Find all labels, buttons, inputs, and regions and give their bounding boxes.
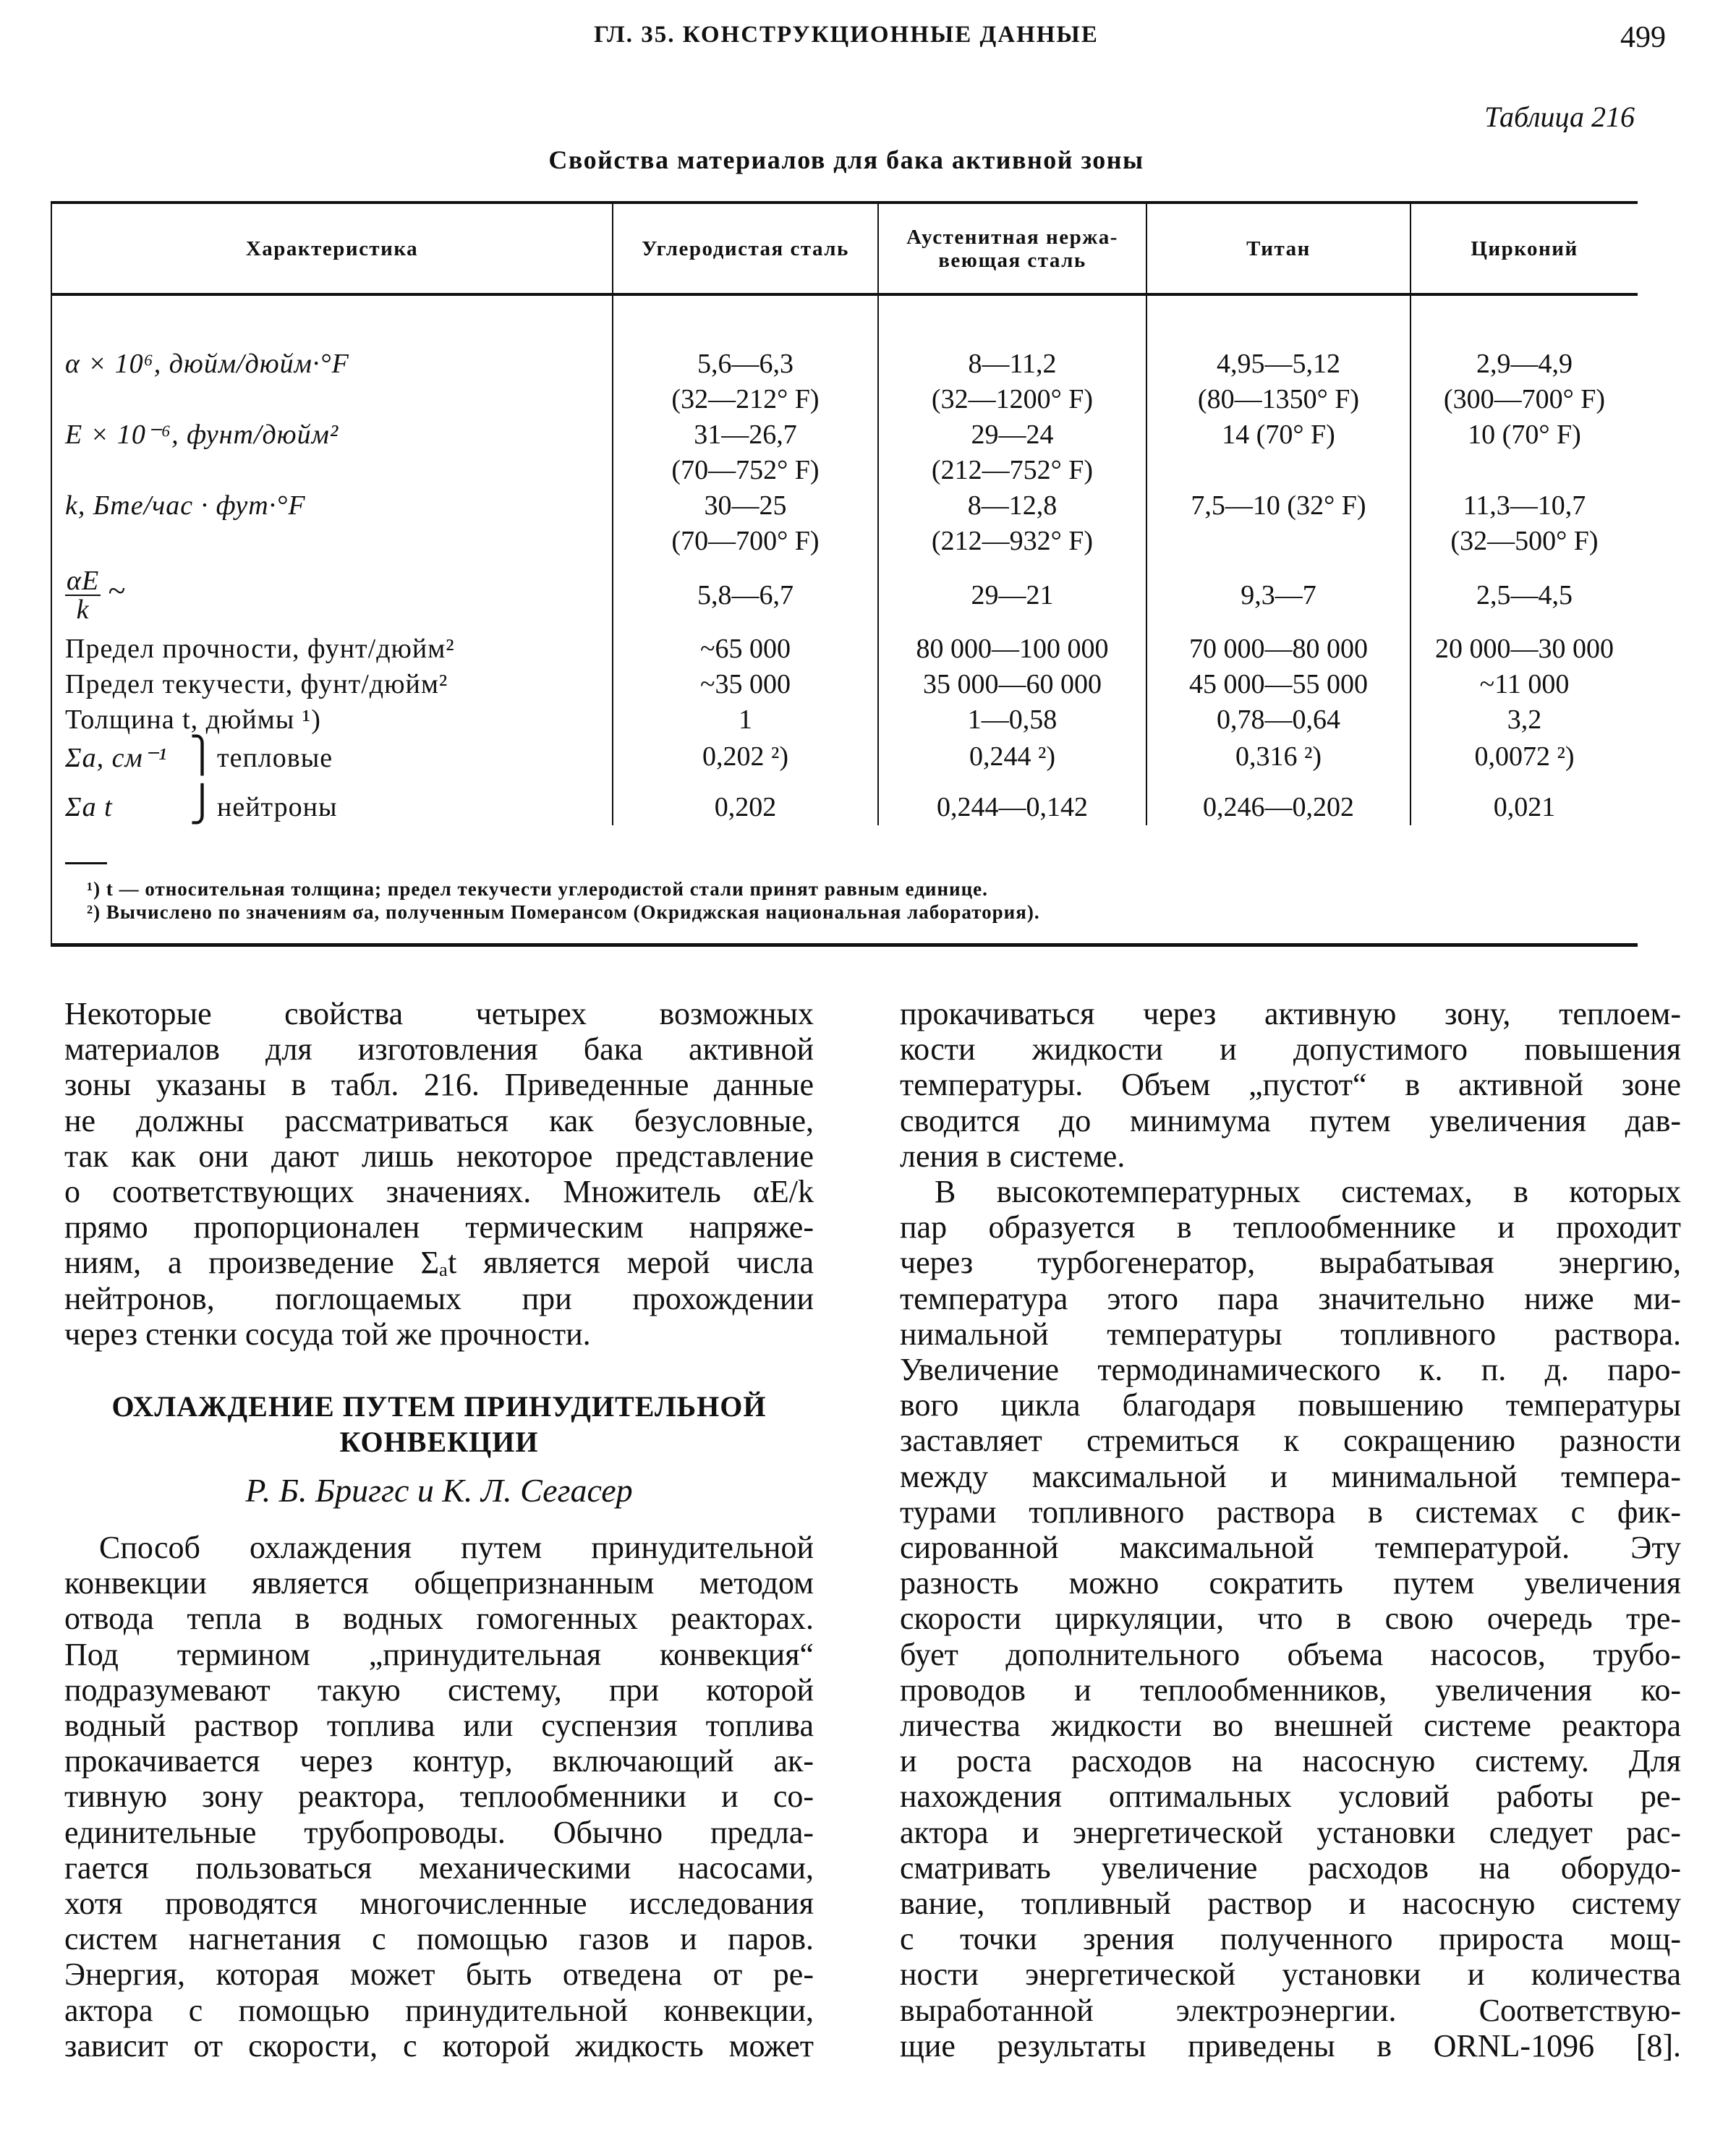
value-cell: 8—12,8 bbox=[878, 488, 1146, 524]
value-cell: 7,5—10 (32° F) bbox=[1146, 488, 1410, 524]
text-line: Увеличение термодинамического к. п. д. паро- bbox=[900, 1352, 1681, 1388]
value-cell: 80 000—100 000 bbox=[878, 631, 1146, 667]
value-cell: 9,3—7 bbox=[1146, 559, 1410, 631]
section-heading-line: ОХЛАЖДЕНИЕ ПУТЕМ ПРИНУДИТЕЛЬНОЙ bbox=[111, 1390, 767, 1423]
value-cell: 14 (70° F) bbox=[1146, 417, 1410, 453]
text-line: нахождения оптимальных условий работы ре- bbox=[900, 1779, 1681, 1815]
text-line: температуры. Объем „пустот“ в активной зоне bbox=[900, 1067, 1681, 1103]
row-label: Предел прочности, фунт/дюйм² bbox=[52, 631, 613, 667]
text-line: выработанной электроэнергии. Соответствую- bbox=[900, 1992, 1681, 2028]
text-line: хотя проводятся многочисленные исследования bbox=[64, 1886, 814, 1922]
text-line: прямо пропорционален термическим напряже- bbox=[64, 1209, 814, 1246]
text-line: с точки зрения полученного прироста мощ- bbox=[900, 1921, 1681, 1957]
brace-bottom-icon: ⎭ bbox=[189, 785, 216, 824]
column-header: Характеристика bbox=[52, 204, 613, 294]
table-row bbox=[52, 738, 1638, 776]
value-cell: 0,0072 ²) bbox=[1474, 741, 1575, 772]
text-line: тивную зону реактора, теплообменники и со- bbox=[64, 1779, 814, 1815]
text-line: единительные трубопроводы. Обычно предла- bbox=[64, 1814, 814, 1850]
text-line: разность можно сократить путем увеличения bbox=[900, 1565, 1681, 1601]
value-cell: (32—1200° F) bbox=[878, 382, 1146, 417]
footnote-2: ²) Вычислено по значениям σa, полученным Померансом (Окриджская национальная лаборатория). bbox=[87, 901, 1040, 923]
column-header: Титан bbox=[1146, 204, 1410, 294]
row-label bbox=[52, 453, 613, 488]
footnote-1: ¹) t — относительная толщина; предел текучести углеродистой стали принят равным единице. bbox=[87, 878, 988, 900]
text-line: нейтронов, поглощаемых при прохождении bbox=[64, 1280, 814, 1316]
row-label: E × 10⁻⁶, фунт/дюйм² bbox=[52, 417, 613, 453]
value-cell: 0,316 ²) bbox=[1146, 738, 1410, 776]
value-cell: (80—1350° F) bbox=[1146, 382, 1410, 417]
text-line: щие результаты приведены в ORNL-1096 [8]. bbox=[900, 2027, 1681, 2064]
value-cell: 1 bbox=[613, 702, 878, 738]
row-label: k, Бте/час · фут·°F bbox=[52, 488, 613, 524]
section-heading bbox=[64, 1389, 814, 1460]
value-cell: 0,244—0,142 bbox=[878, 776, 1146, 825]
brace-top-icon: ⎫ bbox=[189, 736, 216, 775]
row-label bbox=[52, 559, 613, 631]
value-cell: 1—0,58 bbox=[878, 702, 1146, 738]
text-line: проводов и теплообменников, увеличения ко- bbox=[900, 1672, 1681, 1708]
table-row bbox=[52, 667, 1638, 702]
table-row bbox=[52, 346, 1638, 382]
approx-sign: ~ bbox=[108, 573, 127, 609]
value-cell: 10 (70° F) bbox=[1468, 420, 1581, 450]
table-row bbox=[52, 559, 1638, 631]
value-cell: 0,244 ²) bbox=[878, 738, 1146, 776]
row-label-text: Σa, см⁻¹ bbox=[65, 743, 168, 773]
value-cell: 11,3—10,7 bbox=[1463, 490, 1586, 521]
value-cell: (212—932° F) bbox=[878, 524, 1146, 559]
section-authors: Р. Б. Бриггс и К. Л. Сегасер bbox=[245, 1472, 633, 1509]
value-cell: 3,2 bbox=[1507, 704, 1542, 735]
value-cell: 2,5—4,5 bbox=[1476, 579, 1573, 610]
text-line: систем нагнетания с помощью газов и паров. bbox=[64, 1921, 814, 1957]
table-row bbox=[52, 702, 1638, 738]
value-cell: 35 000—60 000 bbox=[878, 667, 1146, 702]
text-line: сматривать увеличение расходов на оборудо- bbox=[900, 1849, 1681, 1886]
column-header: Цирконий bbox=[1410, 204, 1638, 294]
text-line: гается пользоваться механическими насосами, bbox=[64, 1849, 814, 1886]
spacer-row bbox=[52, 294, 1638, 346]
value-cell: ~65 000 bbox=[613, 631, 878, 667]
table-row bbox=[52, 382, 1638, 417]
value-cell: 0,202 ²) bbox=[613, 738, 878, 776]
row-label: α × 10⁶, дюйм/дюйм·°F bbox=[52, 346, 613, 382]
text-line: зависит от скорости, с которой жидкость может bbox=[64, 2027, 814, 2064]
text-line: вого цикла благодаря повышению температуры bbox=[900, 1387, 1681, 1423]
row-label bbox=[52, 776, 613, 825]
value-cell: ~11 000 bbox=[1479, 669, 1570, 699]
properties-table bbox=[51, 201, 1638, 947]
text-line: и роста расходов на насосную систему. Для bbox=[900, 1743, 1681, 1779]
left-paragraph-2 bbox=[64, 1530, 814, 2064]
table-row bbox=[52, 488, 1638, 524]
left-paragraph-1 bbox=[64, 996, 814, 1352]
value-cell: (32—500° F) bbox=[1450, 526, 1599, 556]
fraction-label bbox=[65, 567, 101, 623]
value-cell: 0,78—0,64 bbox=[1146, 702, 1410, 738]
value-cell bbox=[1146, 524, 1410, 559]
value-cell: 2,9—4,9 bbox=[1476, 349, 1573, 379]
value-cell: 70 000—80 000 bbox=[1146, 631, 1410, 667]
row-label bbox=[52, 524, 613, 559]
value-cell: 20 000—30 000 bbox=[1435, 634, 1614, 664]
text-line: через стенки сосуда той же прочности. bbox=[64, 1316, 591, 1352]
text-line: сводится до минимума путем увеличения дав- bbox=[900, 1102, 1681, 1138]
value-cell: 5,6—6,3 bbox=[613, 346, 878, 382]
fraction-denominator: k bbox=[76, 595, 90, 625]
value-cell: 0,202 bbox=[613, 776, 878, 825]
value-cell: 0,021 bbox=[1493, 792, 1556, 822]
text-line: через турбогенератор, вырабатывая энергию, bbox=[900, 1245, 1681, 1281]
text-line: конвекции является общепризнанным методом bbox=[64, 1565, 814, 1601]
text-line: Способ охлаждения путем принудительной bbox=[99, 1530, 814, 1565]
value-cell: 4,95—5,12 bbox=[1146, 346, 1410, 382]
table-header-row bbox=[52, 204, 1638, 294]
value-cell: 31—26,7 bbox=[613, 417, 878, 453]
text-line: личества жидкости во внешней системе реактора bbox=[900, 1708, 1681, 1744]
text-line: скорости циркуляции, что в свою очередь тре- bbox=[900, 1601, 1681, 1637]
section-heading-line: КОНВЕКЦИИ bbox=[339, 1426, 539, 1458]
row-label: Предел текучести, фунт/дюйм² bbox=[52, 667, 613, 702]
value-cell: 0,246—0,202 bbox=[1146, 776, 1410, 825]
running-head: ГЛ. 35. КОНСТРУКЦИОННЫЕ ДАННЫЕ bbox=[594, 22, 1099, 48]
row-label-note: тепловые bbox=[217, 743, 333, 773]
text-line: не должны рассматриваться как безусловные, bbox=[64, 1102, 814, 1138]
text-line: так как они дают лишь некоторое представление bbox=[64, 1138, 814, 1174]
value-cell: 30—25 bbox=[613, 488, 878, 524]
table-label: Таблица 216 bbox=[1484, 101, 1635, 133]
value-cell: (212—752° F) bbox=[878, 453, 1146, 488]
value-cell bbox=[1146, 453, 1410, 488]
text-line: нимальной температуры топливного раствора. bbox=[900, 1316, 1681, 1352]
row-label bbox=[52, 738, 613, 776]
value-cell: (300—700° F) bbox=[1443, 384, 1606, 414]
text-line: вание, топливный раствор и насосную систему bbox=[900, 1886, 1681, 1922]
text-line: между максимальной и минимальной темпера- bbox=[900, 1458, 1681, 1494]
text-line: материалов для изготовления бака активной bbox=[64, 1031, 814, 1068]
table-row bbox=[52, 631, 1638, 667]
value-cell: 45 000—55 000 bbox=[1146, 667, 1410, 702]
text-line: пар образуется в теплообменнике и проходит bbox=[900, 1209, 1681, 1246]
text-line: прокачиваться через активную зону, теплоем- bbox=[900, 996, 1681, 1031]
text-line: актора с помощью принудительной конвекции, bbox=[64, 1992, 814, 2028]
text-line: турами топливного раствора в системах с фик- bbox=[900, 1494, 1681, 1530]
value-cell bbox=[1410, 453, 1638, 488]
text-line: Некоторые свойства четырех возможных bbox=[64, 996, 814, 1031]
footnote-separator bbox=[65, 862, 107, 864]
text-line: актора и энергетической установки следует рас- bbox=[900, 1814, 1681, 1850]
value-cell: (70—700° F) bbox=[613, 524, 878, 559]
value-cell: ~35 000 bbox=[613, 667, 878, 702]
value-cell: 29—21 bbox=[878, 559, 1146, 631]
text-line: отвода тепла в водных гомогенных реакторах. bbox=[64, 1601, 814, 1637]
table-title: Свойства материалов для бака активной зоны bbox=[548, 145, 1144, 174]
row-label bbox=[52, 382, 613, 417]
fraction-numerator: αE bbox=[67, 566, 100, 596]
text-line: подразумевают такую систему, при которой bbox=[64, 1672, 814, 1708]
table-row bbox=[52, 524, 1638, 559]
row-label-text: Σa t bbox=[65, 792, 113, 822]
text-line: сированной максимальной температурой. Эту bbox=[900, 1530, 1681, 1566]
text-line: В высокотемпературных системах, в которых bbox=[935, 1174, 1681, 1210]
text-line: о соответствующих значениях. Множитель αE/k bbox=[64, 1174, 814, 1210]
right-column bbox=[900, 996, 1681, 2064]
row-label: Толщина t, дюймы ¹) bbox=[52, 702, 613, 738]
column-header: Углеродистая сталь bbox=[613, 204, 878, 294]
text-line: ности энергетической установки и количества bbox=[900, 1956, 1681, 1993]
text-line: зоны указаны в табл. 216. Приведенные данные bbox=[64, 1067, 814, 1103]
page-number: 499 bbox=[1620, 21, 1666, 54]
text-line: Под термином „принудительная конвекция“ bbox=[64, 1636, 814, 1672]
value-cell: 5,8—6,7 bbox=[613, 559, 878, 631]
value-cell: 8—11,2 bbox=[878, 346, 1146, 382]
value-cell: (70—752° F) bbox=[613, 453, 878, 488]
text-line: Энергия, которая может быть отведена от ре- bbox=[64, 1956, 814, 1993]
text-line: ниям, а произведение Σₐt является мерой числа bbox=[64, 1245, 814, 1281]
value-cell: 29—24 bbox=[878, 417, 1146, 453]
text-line: температура этого пара значительно ниже ми- bbox=[900, 1280, 1681, 1316]
table-row bbox=[52, 417, 1638, 453]
table-row bbox=[52, 776, 1638, 825]
text-line: бует дополнительного объема насосов, трубо- bbox=[900, 1636, 1681, 1672]
text-line: водный раствор топлива или суспензия топлива bbox=[64, 1708, 814, 1744]
text-line: кости жидкости и допустимого повышения bbox=[900, 1031, 1681, 1068]
text-line: заставляет стремиться к сокращению разности bbox=[900, 1423, 1681, 1459]
text-line: ления в системе. bbox=[900, 1138, 1126, 1174]
column-header: Аустенитная нержа- веющая сталь bbox=[878, 204, 1146, 294]
text-line: прокачивается через контур, включающий ак- bbox=[64, 1743, 814, 1779]
table-row bbox=[52, 453, 1638, 488]
value-cell: (32—212° F) bbox=[613, 382, 878, 417]
row-label-note: нейтроны bbox=[217, 792, 338, 822]
